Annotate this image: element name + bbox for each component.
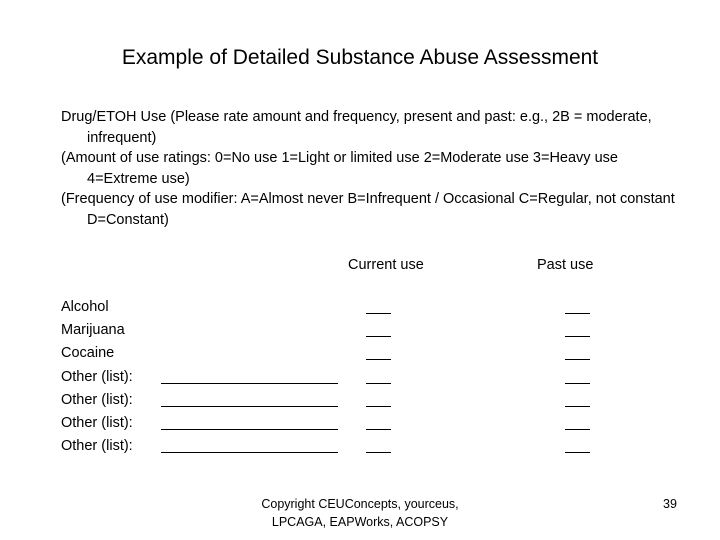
current-use-header: Current use: [348, 257, 424, 273]
substance-label: Alcohol: [61, 299, 109, 315]
past-use-blank[interactable]: [565, 336, 590, 337]
current-use-blank[interactable]: [366, 452, 391, 453]
substance-row: [61, 319, 661, 342]
instructions: [61, 107, 681, 231]
past-use-blank[interactable]: [565, 383, 590, 384]
current-use-blank[interactable]: [366, 383, 391, 384]
instruction-frequency-modifier: (Frequency of use modifier: A=Almost never B=Infrequent / Occasional C=Regular, not constant D=Constant): [61, 191, 675, 228]
current-use-blank[interactable]: [366, 313, 391, 314]
other-substance-blank[interactable]: [161, 452, 338, 453]
substance-row: [61, 389, 661, 412]
other-substance-blank[interactable]: [161, 406, 338, 407]
current-use-blank[interactable]: [366, 359, 391, 360]
substance-label: Other (list):: [61, 438, 133, 455]
current-use-blank[interactable]: [366, 336, 391, 337]
page-number: 39: [663, 497, 677, 511]
past-use-blank[interactable]: [565, 429, 590, 430]
substance-label: Cocaine: [61, 345, 115, 362]
substance-label: Marijuana: [61, 322, 125, 339]
substance-row: [61, 342, 661, 365]
substance-label: Other (list):: [61, 368, 133, 385]
past-use-blank[interactable]: [565, 359, 590, 360]
copyright-notice: Copyright CEUConcepts, yourceus, LPCAGA, EAPWorks, ACOPSY: [261, 497, 459, 529]
other-substance-blank[interactable]: [161, 429, 338, 430]
instruction-amount-ratings: (Amount of use ratings: 0=No use 1=Light or limited use 2=Moderate use 3=Heavy use 4=Extreme use): [61, 150, 618, 187]
page-title: Example of Detailed Substance Abuse Assessment: [121, 46, 599, 69]
substance-row: [61, 296, 661, 319]
other-substance-blank[interactable]: [161, 383, 338, 384]
substance-row: [61, 435, 661, 458]
substance-list: [61, 296, 661, 458]
past-use-blank[interactable]: [565, 406, 590, 407]
past-use-blank[interactable]: [565, 313, 590, 314]
current-use-blank[interactable]: [366, 406, 391, 407]
substance-label: Other (list):: [61, 414, 133, 431]
substance-label: Other (list):: [61, 391, 133, 408]
instruction-drug-use: Drug/ETOH Use (Please rate amount and frequency, present and past: e.g., 2B = moderate, infrequent): [61, 109, 652, 146]
past-use-header: Past use: [537, 257, 594, 273]
past-use-blank[interactable]: [565, 452, 590, 453]
substance-row: [61, 412, 661, 435]
substance-row: [61, 366, 661, 389]
current-use-blank[interactable]: [366, 429, 391, 430]
